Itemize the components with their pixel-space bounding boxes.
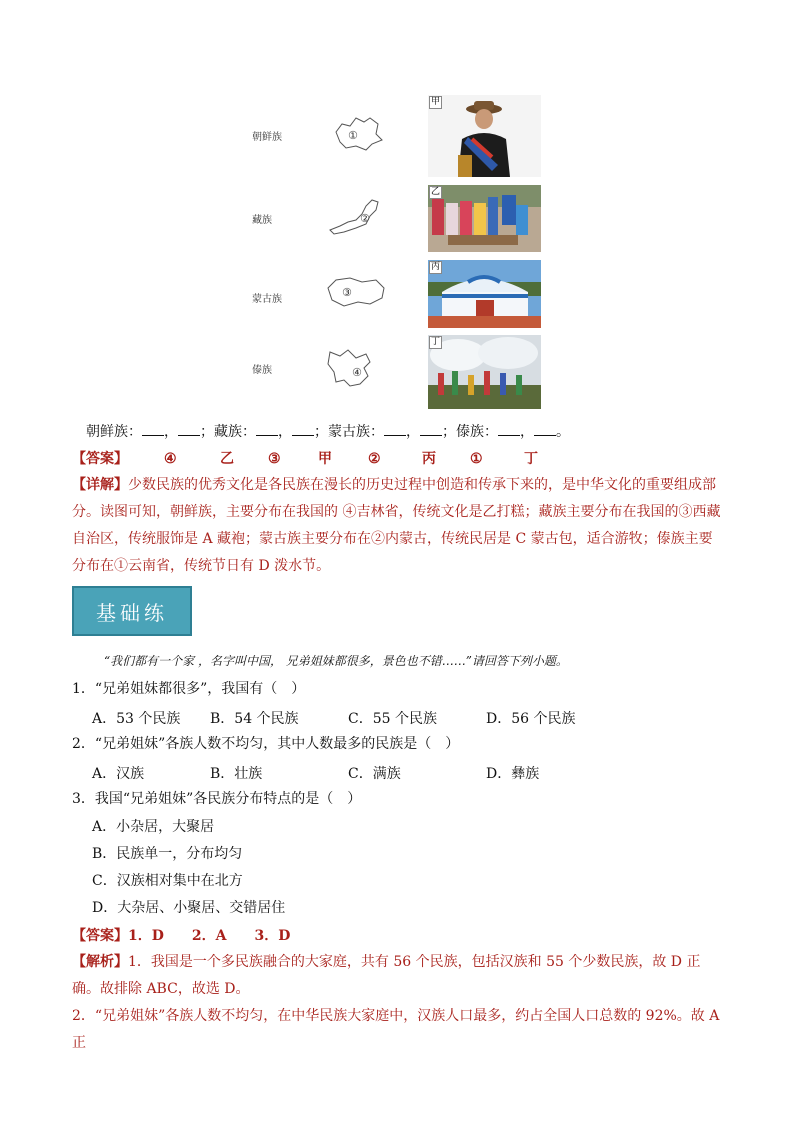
blank xyxy=(256,423,278,436)
blank xyxy=(498,423,520,436)
fill-label: 傣族： xyxy=(456,424,498,440)
question-stem: 3．我国“兄弟姐妹”各民族分布特点的是（ ） xyxy=(72,791,362,807)
province-map-yunnan xyxy=(326,346,388,390)
option-c[interactable]: C．汉族相对集中在北方 xyxy=(92,873,243,889)
photo-bing xyxy=(428,260,541,328)
sep: ； xyxy=(200,424,214,440)
map-marker: ② xyxy=(360,212,370,225)
sep: ， xyxy=(164,424,178,440)
photo-tag: 丙 xyxy=(431,262,441,272)
blank xyxy=(178,423,200,436)
option-a[interactable]: A．53 个民族 xyxy=(92,711,181,727)
sep: ， xyxy=(278,424,292,440)
sep: ； xyxy=(314,424,328,440)
question-stem: 1．“兄弟姐妹都很多”，我国有（ ） xyxy=(72,681,306,697)
answer-item: 甲 xyxy=(318,451,332,467)
analysis-paragraph xyxy=(72,949,724,1003)
option-d[interactable]: D．56 个民族 xyxy=(486,711,576,727)
fill-label: 蒙古族： xyxy=(328,424,384,440)
blank xyxy=(420,423,442,436)
option-c[interactable]: C．55 个民族 xyxy=(348,711,437,727)
answer-row xyxy=(72,450,732,470)
answer-label: 【答案】 xyxy=(72,451,128,467)
blank xyxy=(534,423,556,436)
sep: 。 xyxy=(556,424,570,440)
option-d[interactable]: D．大杂居、小聚居、交错居住 xyxy=(92,900,286,916)
photo-ding xyxy=(428,335,541,409)
analysis-label: 【解析】 xyxy=(72,954,128,970)
blank xyxy=(292,423,314,436)
option-b[interactable]: B．54 个民族 xyxy=(210,711,299,727)
photo-yi xyxy=(428,185,541,252)
province-map-jilin xyxy=(326,112,388,156)
option-a[interactable]: A．汉族 xyxy=(92,766,145,782)
sep: ， xyxy=(520,424,534,440)
option-c[interactable]: C．满族 xyxy=(348,766,401,782)
sep: ， xyxy=(406,424,420,440)
province-map-inner-mongolia xyxy=(326,192,388,236)
option-d[interactable]: D．彝族 xyxy=(486,766,540,782)
answer-item: ② xyxy=(368,451,381,467)
map-marker: ③ xyxy=(342,286,352,299)
fill-label: 朝鲜族： xyxy=(86,424,142,440)
section-title: 基础练 xyxy=(72,586,192,636)
fill-label: 藏族： xyxy=(214,424,256,440)
province-map-tibet xyxy=(326,270,388,314)
ethnic-label: 蒙古族 xyxy=(252,294,282,305)
option-b[interactable]: B．民族单一，分布均匀 xyxy=(92,846,243,862)
fill-in-line xyxy=(86,423,570,441)
detail-paragraph xyxy=(72,472,724,580)
options-row xyxy=(92,763,712,781)
photo-jia xyxy=(428,95,541,177)
map-marker: ④ xyxy=(352,366,362,379)
blank xyxy=(142,423,164,436)
answer-item: 丁 xyxy=(524,451,538,467)
answer-item: ③ xyxy=(268,451,281,467)
ethnic-label: 藏族 xyxy=(252,215,272,226)
map-marker: ① xyxy=(348,129,358,142)
question-stem: 2．“兄弟姐妹”各族人数不均匀，其中人数最多的民族是（ ） xyxy=(72,736,460,752)
answer-item: ④ xyxy=(164,451,177,467)
option-b[interactable]: B．壮族 xyxy=(210,766,263,782)
analysis-text-1: 1．我国是一个多民族融合的大家庭，共有 56 个民族，包括汉族和 55 个少数民族，故 D 正确。故排除 ABC，故选 D。 xyxy=(72,954,701,997)
analysis-paragraph-2: 2．“兄弟姐妹”各族人数不均匀，在中华民族大家庭中，汉族人口最多，约占全国人口总数的 92%。故 A 正 xyxy=(72,1008,720,1051)
ethnic-label: 朝鲜族 xyxy=(252,132,282,143)
answer-item: 乙 xyxy=(220,451,234,467)
photo-tag: 甲 xyxy=(431,97,441,107)
photo-tag: 丁 xyxy=(431,337,441,347)
blank xyxy=(384,423,406,436)
answer-item: 丙 xyxy=(422,451,436,467)
pounding-rice-cake-image xyxy=(428,185,541,252)
option-a[interactable]: A．小杂居，大聚居 xyxy=(92,819,215,835)
detail-label: 【详解】 xyxy=(72,477,128,493)
intro-text: “我们都有一个家 ，名字叫中国， 兄弟姐妹都很多，景色也不错……”请回答下列小题。 xyxy=(104,654,568,668)
yurt-image xyxy=(428,260,541,328)
answer-row xyxy=(72,927,290,945)
water-splashing-image xyxy=(428,335,541,409)
photo-tag: 乙 xyxy=(431,187,441,197)
ethnic-label: 傣族 xyxy=(252,365,272,376)
answer-item: ① xyxy=(470,451,483,467)
answer-label: 【答案】 xyxy=(72,928,128,944)
answer-text: 1．D 2．A 3．D xyxy=(128,928,291,944)
person-in-robe-image xyxy=(428,95,541,177)
detail-text: 少数民族的优秀文化是各民族在漫长的历史过程中创造和传承下来的，是中华文化的重要组成部分。读图可知，朝鲜族，主要分布在我国的 ④吉林省，传统文化是乙打糕；藏族主要分布在我国的③西藏自治区，传统服饰是 A 藏袍；蒙古族主要分布在②内蒙古，传统民居是 C 蒙古包，适合游牧；傣族主要分布在①云南省，传统节日有 D 泼水节。 xyxy=(72,477,721,574)
options-row xyxy=(92,708,712,726)
sep: ； xyxy=(442,424,456,440)
